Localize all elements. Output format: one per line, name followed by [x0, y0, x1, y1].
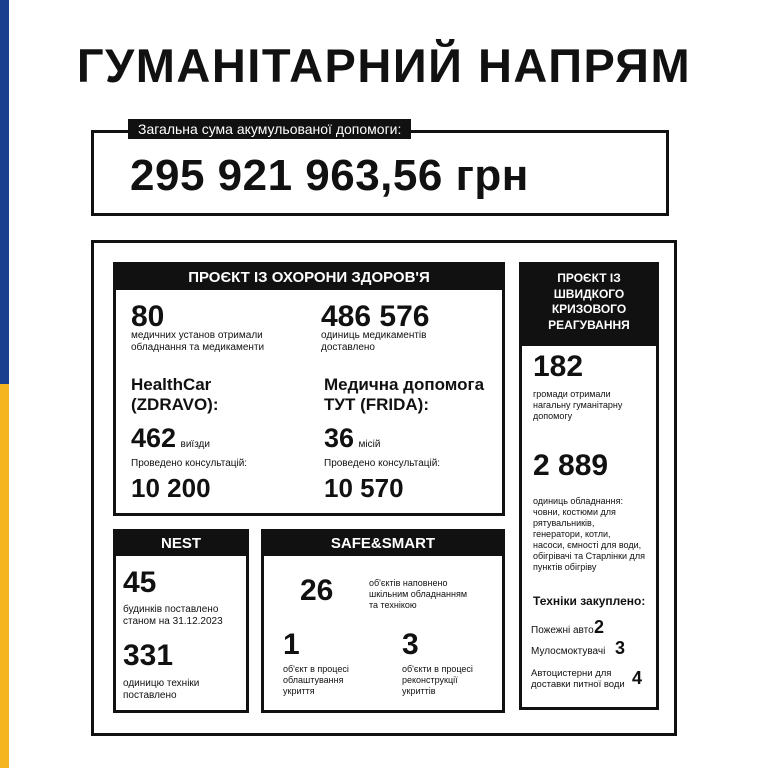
safe-smart-project-title: SAFE&SMART: [264, 532, 502, 556]
health-project-title: ПРОЄКТ ІЗ ОХОРОНИ ЗДОРОВ'Я: [116, 265, 502, 290]
crisis-stat-equipment-desc-3: рятувальників,: [533, 518, 595, 528]
flag-stripe-yellow: [0, 384, 9, 768]
crisis-item-fire-trucks-value: 2: [594, 617, 605, 637]
safe-stat-shelter-setup-desc-3: укриття: [283, 686, 315, 696]
safe-stat-schools-desc-2: шкільним обладнанням: [369, 589, 468, 599]
healthcar-consult-label: Проведено консультацій:: [131, 458, 248, 469]
crisis-title-line-3: КРИЗОВОГО: [551, 302, 627, 316]
safe-stat-schools-desc-1: об'єктів наповнено: [369, 578, 448, 588]
safe-stat-shelter-reconstruction-desc-2: реконструкції: [402, 675, 458, 685]
safe-stat-shelter-setup-desc-1: об'єкт в процесі: [283, 664, 349, 674]
nest-stat-equipment-value: 331: [123, 639, 174, 672]
health-stat-medicines-value: 486 576: [321, 300, 430, 333]
health-stat-medicines-desc-1: одиниць медикаментів: [321, 330, 427, 341]
nest-stat-houses-value: 45: [123, 566, 157, 599]
healthcar-trips: [131, 425, 210, 452]
nest-stat-equipment-desc-1: одиницю техніки: [123, 678, 200, 689]
crisis-stat-equipment-value: 2 889: [533, 449, 609, 482]
total-amount-label: Загальна сума акумульованої допомоги:: [128, 119, 411, 139]
frida-title-2: ТУТ (FRIDA):: [324, 395, 429, 414]
crisis-title-line-2: ШВИДКОГО: [553, 286, 625, 301]
frida-title-1: Медична допомога: [324, 375, 485, 394]
crisis-item-fire-trucks-label: Пожежні авто: [531, 625, 594, 636]
healthcar-trips-label: виїзди: [180, 439, 210, 450]
health-stat-medicines-desc-2: доставлено: [321, 342, 375, 353]
nest-stat-houses-desc-1: будинків поставлено: [123, 604, 219, 615]
safe-stat-shelter-setup-value: 1: [283, 628, 300, 661]
crisis-equipment-title: Техніки закуплено:: [533, 594, 646, 608]
frida-missions: [324, 425, 380, 452]
crisis-stat-equipment-desc-5: насоси, ємності для води,: [533, 540, 642, 550]
crisis-stat-communities-value: 182: [533, 350, 584, 383]
safe-stat-schools-value: 26: [300, 574, 334, 607]
page-title: ГУМАНІТАРНИЙ НАПРЯМ: [76, 39, 692, 92]
crisis-stat-equipment-desc-1: одиниць обладнання:: [533, 496, 623, 506]
safe-stat-shelter-reconstruction-desc-1: об'єкти в процесі: [402, 664, 473, 674]
safe-stat-shelter-reconstruction-desc-3: укриттів: [402, 686, 436, 696]
frida-missions-value: 36: [324, 423, 355, 453]
crisis-item-sludge-pumps-value: 3: [615, 638, 626, 658]
health-stat-institutions-desc-2: обладнання та медикаменти: [131, 342, 265, 353]
health-stat-institutions-value: 80: [131, 300, 165, 333]
healthcar-title-2: (ZDRAVO):: [131, 395, 219, 414]
crisis-stat-equipment-desc-2: човни, костюми для: [533, 507, 616, 517]
total-amount-value: 295 921 963,56 грн: [130, 151, 529, 200]
frida-consult-value: 10 570: [324, 473, 404, 503]
health-stat-institutions-desc-1: медичних установ отримали: [131, 330, 263, 341]
crisis-stat-communities-desc-3: допомогу: [533, 411, 573, 421]
safe-stat-shelter-setup-desc-2: облаштування: [283, 675, 344, 685]
healthcar-title-1: HealthCar: [131, 375, 212, 394]
nest-stat-equipment-desc-2: поставлено: [123, 690, 177, 701]
crisis-stat-equipment-desc-6: обігрівачі та Старлінки для: [533, 551, 645, 561]
crisis-stat-communities-desc-1: громади отримали: [533, 389, 611, 399]
crisis-title-line-4: РЕАГУВАННЯ: [548, 317, 630, 332]
crisis-stat-equipment-desc-7: пунктів обігріву: [533, 562, 597, 572]
healthcar-consult-value: 10 200: [131, 473, 211, 503]
crisis-item-water-tankers-value: 4: [632, 668, 643, 688]
crisis-item-water-tankers-label-2: доставки питної води: [531, 679, 625, 690]
safe-stat-shelter-reconstruction-value: 3: [402, 628, 419, 661]
crisis-stat-communities-desc-2: нагальну гуманітарну: [533, 400, 623, 410]
nest-project-title: NEST: [116, 532, 246, 556]
frida-missions-label: місій: [358, 439, 381, 450]
crisis-stat-equipment-desc-4: генератори, котли,: [533, 529, 611, 539]
crisis-title-line-1: ПРОЄКТ ІЗ: [557, 271, 621, 285]
crisis-project-box: [519, 262, 659, 710]
frida-consult-label: Проведено консультацій:: [324, 458, 441, 469]
crisis-item-water-tankers-label-1: Автоцистерни для: [531, 668, 612, 679]
safe-stat-schools-desc-3: та технікою: [369, 600, 417, 610]
nest-stat-houses-desc-2: станом на 31.12.2023: [123, 616, 223, 627]
crisis-item-sludge-pumps-label: Мулосмоктувачі: [531, 646, 606, 657]
crisis-project-title: [522, 265, 656, 346]
healthcar-trips-value: 462: [131, 423, 177, 453]
